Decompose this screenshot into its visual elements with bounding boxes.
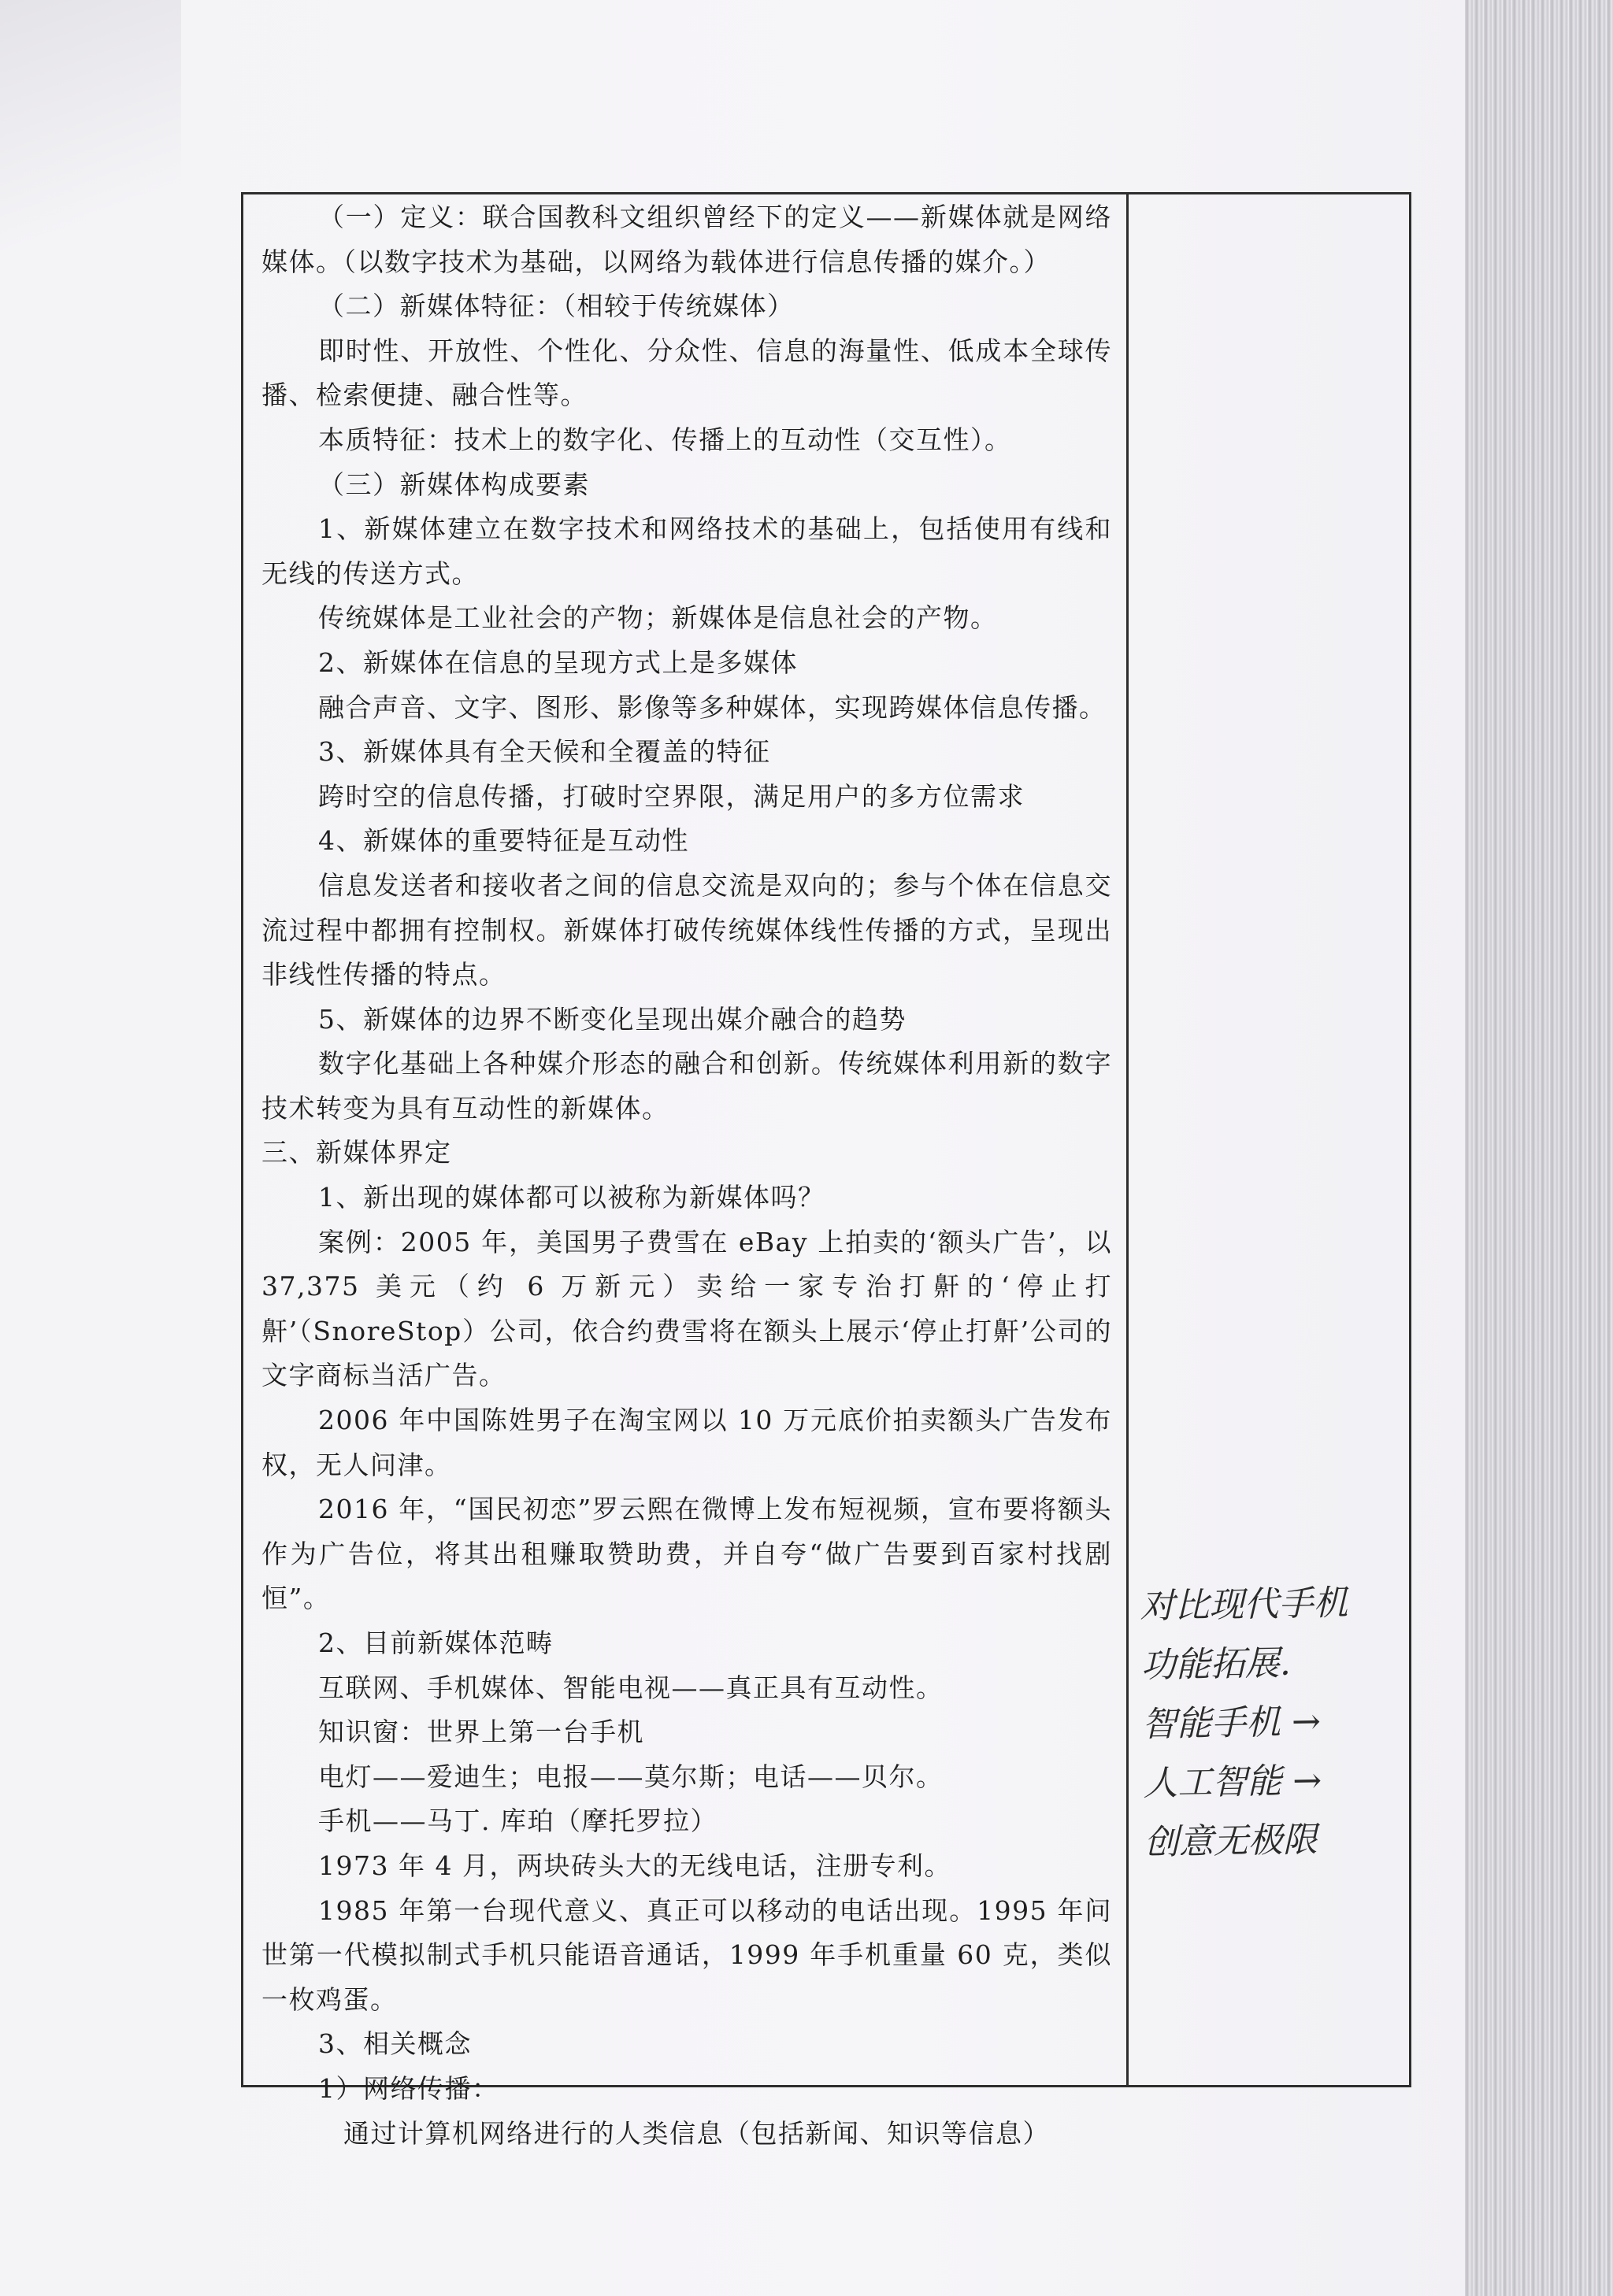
stacked-page-edges — [1465, 0, 1613, 2296]
notes-column-divider — [1126, 192, 1129, 2087]
handwritten-note-line: 创意无极限 — [1144, 1820, 1318, 1863]
handwritten-note-line: 功能拓展. — [1140, 1642, 1292, 1686]
paragraph-features-list: 即时性、开放性、个性化、分众性、信息的海量性、低成本全球传播、检索便捷、融合性等。 — [261, 335, 1112, 411]
paragraph-element-5-note: 数字化基础上各种媒介形态的融合和创新。传统媒体利用新的数字技术转变为具有互动性的新媒体。 — [261, 1048, 1112, 1124]
paragraph-element-3: 3、新媒体具有全天候和全覆盖的特征 — [318, 736, 771, 768]
handwritten-note-line: 人工智能 → — [1142, 1760, 1322, 1804]
paragraph-scope: 互联网、手机媒体、智能电视——真正具有互动性。 — [318, 1672, 944, 1703]
paragraph-element-1: 1、新媒体建立在数字技术和网络技术的基础上，包括使用有线和无线的传送方式。 — [261, 513, 1112, 589]
section-heading-definition: 三、新媒体界定 — [261, 1137, 452, 1168]
paragraph-case-2005: 案例：2005 年，美国男子费雪在 eBay 上拍卖的‘额头广告’，以 37,375 美元（约 6 万新元）卖给一家专治打鼾的‘停止打鼾’（SnoreStop）公司，依合约费雪将在额头上展示‘停止打鼾’公司的文字商标当活广告。 — [261, 1226, 1112, 1391]
paragraph-network-definition: 通过计算机网络进行的人类信息（包括新闻、知识等信息） — [343, 2117, 1050, 2149]
paragraph-question: 1、新出现的媒体都可以被称为新媒体吗？ — [318, 1182, 825, 1213]
paragraph-definition: （一）定义：联合国教科文组织曾经下的定义——新媒体就是网络媒体。（以数字技术为基础，以网络为载体进行信息传播的媒介。） — [261, 202, 1112, 277]
paragraph-case-2016: 2016 年，“国民初恋”罗云熙在微博上发布短视频，宣布要将额头作为广告位，将其出租赚取赞助费，并自夸“做广告要到百家村找剧恒”。 — [261, 1494, 1112, 1614]
page-fold-shadow — [0, 0, 181, 299]
paragraph-inventors: 电灯——爱迪生；电报——莫尔斯；电话——贝尔。 — [318, 1761, 944, 1792]
lesson-content — [261, 195, 1112, 2156]
paragraph-scope-heading: 2、目前新媒体范畴 — [318, 1628, 554, 1658]
paragraph-element-2-note: 融合声音、文字、图形、影像等多种媒体，实现跨媒体信息传播。 — [318, 691, 1107, 723]
handwritten-note-line: 对比现代手机 — [1139, 1583, 1348, 1627]
paragraph-related-concepts: 3、相关概念 — [318, 2028, 472, 2060]
paragraph-1973: 1973 年 4 月，两块砖头大的无线电话，注册专利。 — [318, 1850, 951, 1881]
paragraph-element-4-note: 信息发送者和接收者之间的信息交流是双向的；参与个体在信息交流过程中都拥有控制权。新媒体打破传统媒体线性传播的方式，呈现出非线性传播的特点。 — [261, 869, 1112, 991]
handwritten-notes — [1140, 1572, 1404, 1872]
paragraph-knowledge-window: 知识窗：世界上第一台手机 — [318, 1716, 644, 1748]
paragraph-1985: 1985 年第一台现代意义、真正可以移动的电话出现。1995 年问世第一代模拟制式手机只能语音通话，1999 年手机重量 60 克，类似一枚鸡蛋。 — [261, 1894, 1112, 2015]
paragraph-elements-heading: （三）新媒体构成要素 — [318, 468, 590, 500]
handwritten-note-line: 智能手机 → — [1141, 1701, 1322, 1745]
paragraph-features-heading: （二）新媒体特征：（相较于传统媒体） — [318, 291, 795, 322]
paragraph-element-5: 5、新媒体的边界不断变化呈现出媒介融合的趋势 — [318, 1003, 907, 1035]
paragraph-element-3-note: 跨时空的信息传播，打破时空界限，满足用户的多方位需求 — [318, 780, 1025, 812]
paragraph-element-2: 2、新媒体在信息的呈现方式上是多媒体 — [318, 646, 798, 678]
paragraph-essential-features: 本质特征：技术上的数字化、传播上的互动性（交互性）。 — [318, 424, 1012, 455]
paragraph-case-2006: 2006 年中国陈姓男子在淘宝网以 10 万元底价拍卖额头广告发布权，无人问津。 — [261, 1405, 1112, 1480]
paragraph-network-communication: 1）网络传播： — [318, 2072, 499, 2104]
paragraph-phone-inventor: 手机——马丁. 库珀（摩托罗拉） — [318, 1805, 718, 1837]
paragraph-element-4: 4、新媒体的重要特征是互动性 — [318, 825, 689, 857]
paragraph-element-1-note: 传统媒体是工业社会的产物；新媒体是信息社会的产物。 — [318, 602, 998, 634]
